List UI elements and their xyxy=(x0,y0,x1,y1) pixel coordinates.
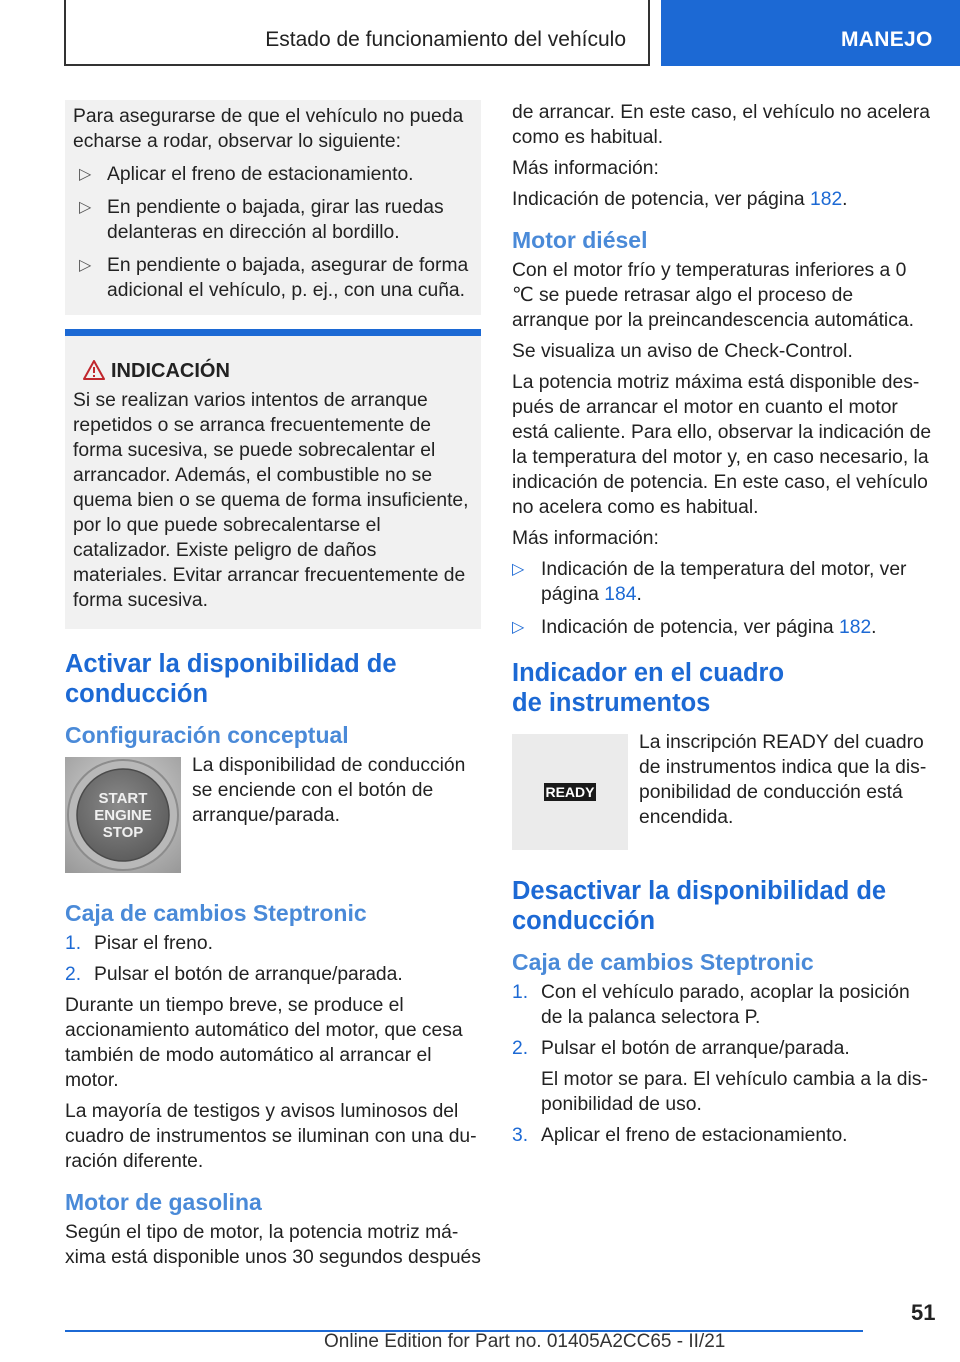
list-item: ▷ Aplicar el freno de estacionamiento. xyxy=(79,164,414,185)
step-subtext: El motor se para. El vehículo cambia a la disponibilidad de uso. xyxy=(541,1069,928,1115)
warning-text: Si se realizan varios intentos de arranque repetidos o se arranca frecuentemente de forma sucesiva, se puede sobrecalentar el arrancador. Además, el combustible no se quema bien o se quema de forma insuficiente, por lo que puede sobrecalentarse el catalizador. Existe peligro de daños materiales. Evitar arrancar frecuentemente de forma sucesiva. xyxy=(73,390,469,611)
heading-activate: Activar la disponibilidad de conducción xyxy=(65,650,397,708)
chapter-tab[interactable] xyxy=(661,0,960,66)
header-section-title: Estado de funcionamiento del vehículo xyxy=(265,28,626,51)
start-label: START xyxy=(98,790,148,807)
triangle-right-icon: ▷ xyxy=(512,619,525,636)
step-item: 1. Pisar el freno. xyxy=(65,933,213,954)
heading-steptronic: Caja de cambios Steptronic xyxy=(65,900,367,926)
stop-label: STOP xyxy=(102,824,144,841)
ready-display-image xyxy=(512,734,628,850)
heading-gasoline: Motor de gasolina xyxy=(65,1189,262,1215)
paragraph: La potencia motriz máxima está disponible después de arrancar el motor en cuanto el motor está caliente. Para ello, observar la indicación de la temperatura del motor y, en caso necesario, la indicación de potencia. En este caso, el vehículo no acelera como es habitual. xyxy=(512,372,932,518)
chapter-tab-label: MANEJO xyxy=(841,28,933,51)
step-item: 1. Con el vehículo parado, acoplar la posición de la palanca selectora P. xyxy=(512,982,910,1028)
list-item: ▷ En pendiente o bajada, girar las ruedas delanteras en dirección al bordillo. xyxy=(79,197,444,243)
warning-box xyxy=(65,336,481,629)
gasoline-text: Según el tipo de motor, la potencia motriz máxima está disponible unos 30 segundos después xyxy=(65,1222,481,1268)
paragraph: Se visualiza un aviso de Check-Control. xyxy=(512,341,853,362)
warning-title: INDICACIÓN xyxy=(73,358,475,384)
left-column xyxy=(65,100,481,1276)
list-item: ▷ Indicación de potencia, ver página 182. xyxy=(512,617,877,638)
heading-diesel: Motor diésel xyxy=(512,227,648,253)
triangle-right-icon: ▷ xyxy=(512,561,525,578)
page-link[interactable]: 182 xyxy=(839,617,872,638)
step-item: 2. Pulsar el botón de arranque/parada. xyxy=(65,964,403,985)
info-box xyxy=(65,100,481,315)
paragraph: Durante un tiempo breve, se produce el accionamiento automático del motor, que cesa también de modo automático al arrancar el motor. xyxy=(65,995,463,1091)
triangle-right-icon: ▷ xyxy=(79,257,92,274)
engine-label: ENGINE xyxy=(94,807,152,824)
start-stop-button-image xyxy=(65,757,181,873)
concept-text: La disponibilidad de conducción se enciende con el botón de arranque/parada. xyxy=(192,755,466,826)
right-column xyxy=(512,100,932,1154)
list-item: ▷ Indicación de la temperatura del motor, ver página 184. xyxy=(512,559,907,605)
footer-edition: Online Edition for Part no. 01405A2CC65 - II/21 xyxy=(324,1331,726,1352)
start-button-figure xyxy=(65,753,481,869)
ready-label: READY xyxy=(545,784,595,800)
info-box-intro: Para asegurarse de que el vehículo no pueda echarse a rodar, observar lo siguiente: xyxy=(73,106,464,152)
warning-triangle-icon xyxy=(83,360,105,380)
step-item: 3. Aplicar el freno de estacionamiento. xyxy=(512,1125,848,1146)
triangle-right-icon: ▷ xyxy=(79,199,92,216)
warning-bar xyxy=(65,329,481,336)
triangle-right-icon: ▷ xyxy=(79,166,92,183)
continued-text: de arrancar. En este caso, el vehículo no acelera como es habitual. xyxy=(512,102,931,148)
more-info-label: Más información: xyxy=(512,528,659,549)
indicator-text: La inscripción READY del cuadro de instrumentos indica que la disponibilidad de conducción está encendida. xyxy=(639,732,927,828)
page-link[interactable]: 182 xyxy=(810,189,843,210)
heading-deactivate: Desactivar la disponibilidad de conducción xyxy=(512,877,887,935)
step-item: 2. Pulsar el botón de arranque/parada. El motor se para. El vehículo cambia a la disponibilidad de uso. xyxy=(512,1036,932,1117)
page-number: 51 xyxy=(911,1300,936,1325)
heading-steptronic-right: Caja de cambios Steptronic xyxy=(512,949,814,975)
paragraph: Con el motor frío y temperaturas inferiores a 0 ℃ se puede retrasar algo el proceso de arranque por la preincandescencia automática. xyxy=(512,260,914,331)
heading-indicator: Indicador en el cuadro de instrumentos xyxy=(512,659,785,717)
list-item: ▷ En pendiente o bajada, asegurar de forma adicional el vehículo, p. ej., con una cuña. xyxy=(79,255,469,301)
reference-line: Indicación de potencia, ver página 182. xyxy=(512,189,848,210)
paragraph: La mayoría de testigos y avisos luminosos del cuadro de instrumentos se iluminan con una duración diferente. xyxy=(65,1101,477,1172)
ready-figure xyxy=(512,730,932,846)
more-info-label: Más información: xyxy=(512,158,659,179)
heading-concept: Configuración conceptual xyxy=(65,722,349,748)
header-frame xyxy=(64,0,650,66)
page-link[interactable]: 184 xyxy=(604,584,637,605)
